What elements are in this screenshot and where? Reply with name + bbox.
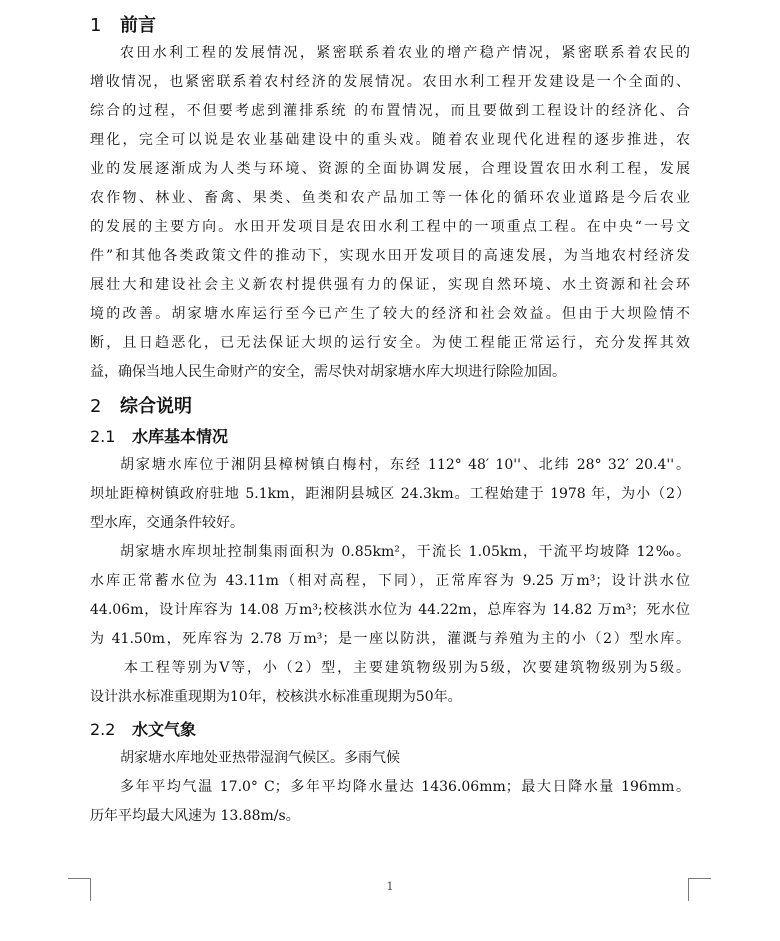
paragraph-line: 坝址距樟树镇政府驻地 5.1km，距湘阴县城区 24.3km。工程始建于 1978 年，为小（2）: [90, 486, 690, 502]
page-corner-mark-right: [688, 878, 711, 901]
subsection-title: 水库基本情况: [132, 427, 229, 446]
paragraph-line: 业的发展逐渐成为人类与环境、资源的全面协调发展，合理设置农田水利工程，发展: [90, 161, 690, 177]
subsection-number: 2.1: [90, 427, 116, 446]
paragraph-line: 件”和其他各类政策文件的推动下，实现水田开发项目的高速发展，为当地农村经济发: [90, 248, 690, 264]
subsection-2-1-heading: [90, 424, 228, 447]
subsection-2-2-heading: [90, 717, 196, 740]
paragraph-line: 的发展的主要方向。水田开发项目是农田水利工程中的一项重点工程。在中央“一号文: [90, 219, 690, 235]
paragraph-line: 增收情况，也紧密联系着农村经济的发展情况。农田水利工程开发建设是一个全面的、: [90, 74, 690, 90]
subsection-title: 水文气象: [132, 720, 197, 739]
section-title: 前言: [120, 15, 156, 36]
paragraph-line: 44.06m，设计库容为 14.08 万m³;校核洪水位为 44.22m，总库容为 14.82 万m³；死水位: [90, 602, 690, 618]
paragraph-line: 益，确保当地人民生命财产的安全，需尽快对胡家塘水库大坝进行除险加固。: [90, 364, 566, 380]
paragraph-line: 胡家塘水库坝址控制集雨面积为 0.85km²，干流长 1.05km，干流平均坡降 12‰。: [120, 544, 690, 560]
paragraph-line: 农作物、林业、畜禽、果类、鱼类和农产品加工等一体化的循环农业道路是今后农业: [90, 190, 690, 206]
paragraph-line: 综合的过程，不但要考虑到灌排系统 的布置情况，而且要做到工程设计的经济化、合: [90, 103, 690, 119]
paragraph-line: 型水库，交通条件较好。: [90, 515, 244, 531]
paragraph-line: 胡家塘水库地处亚热带湿润气候区。多雨气候: [120, 750, 400, 766]
section-2-heading: [90, 392, 192, 418]
paragraph-line: 历年平均最大风速为 13.88m/s。: [90, 808, 300, 824]
paragraph-line: 断，且日趋恶化，已无法保证大坝的运行安全。为使工程能正常运行，充分发挥其效: [90, 335, 690, 351]
paragraph-line: 设计洪水标准重现期为10年，校核洪水标准重现期为50年。: [90, 689, 462, 705]
paragraph-line: 胡家塘水库位于湘阴县樟树镇白梅村，东经 112° 48′ 10''、北纬 28° 32′ 20.4''。: [120, 457, 690, 473]
section-1-heading: [90, 11, 156, 37]
paragraph-line: 理化，完全可以说是农业基础建设中的重头戏。随着农业现代化进程的逐步推进，农: [90, 132, 690, 148]
paragraph-line: 水库正常蓄水位为 43.11m（相对高程，下同），正常库容为 9.25 万m³；设计洪水位: [90, 573, 690, 589]
paragraph-line: 本工程等别为Ⅴ等，小（2）型，主要建筑物级别为5级，次要建筑物级别为5级。: [124, 660, 690, 676]
section-title: 综合说明: [120, 396, 192, 417]
paragraph-line: 展壮大和建设社会主义新农村提供强有力的保证，实现自然环境、水土资源和社会环: [90, 277, 690, 293]
paragraph-line: 境的改善。胡家塘水库运行至今已产生了较大的经济和社会效益。但由于大坝险情不: [90, 306, 690, 322]
section-number: 1: [90, 15, 102, 36]
paragraph-line: 农田水利工程的发展情况，紧密联系着农业的增产稳产情况，紧密联系着农民的: [120, 45, 690, 61]
paragraph-line: 多年平均气温 17.0° C；多年平均降水量达 1436.06mm；最大日降水量 196mm。: [120, 779, 690, 795]
page-corner-mark-left: [68, 878, 91, 901]
paragraph-line: 为 41.50m，死库容为 2.78 万m³；是一座以防洪，灌溉与养殖为主的小（2）型水库。: [90, 631, 690, 647]
section-number: 2: [90, 396, 102, 417]
page-number: 1: [386, 880, 394, 893]
subsection-number: 2.2: [90, 720, 116, 739]
